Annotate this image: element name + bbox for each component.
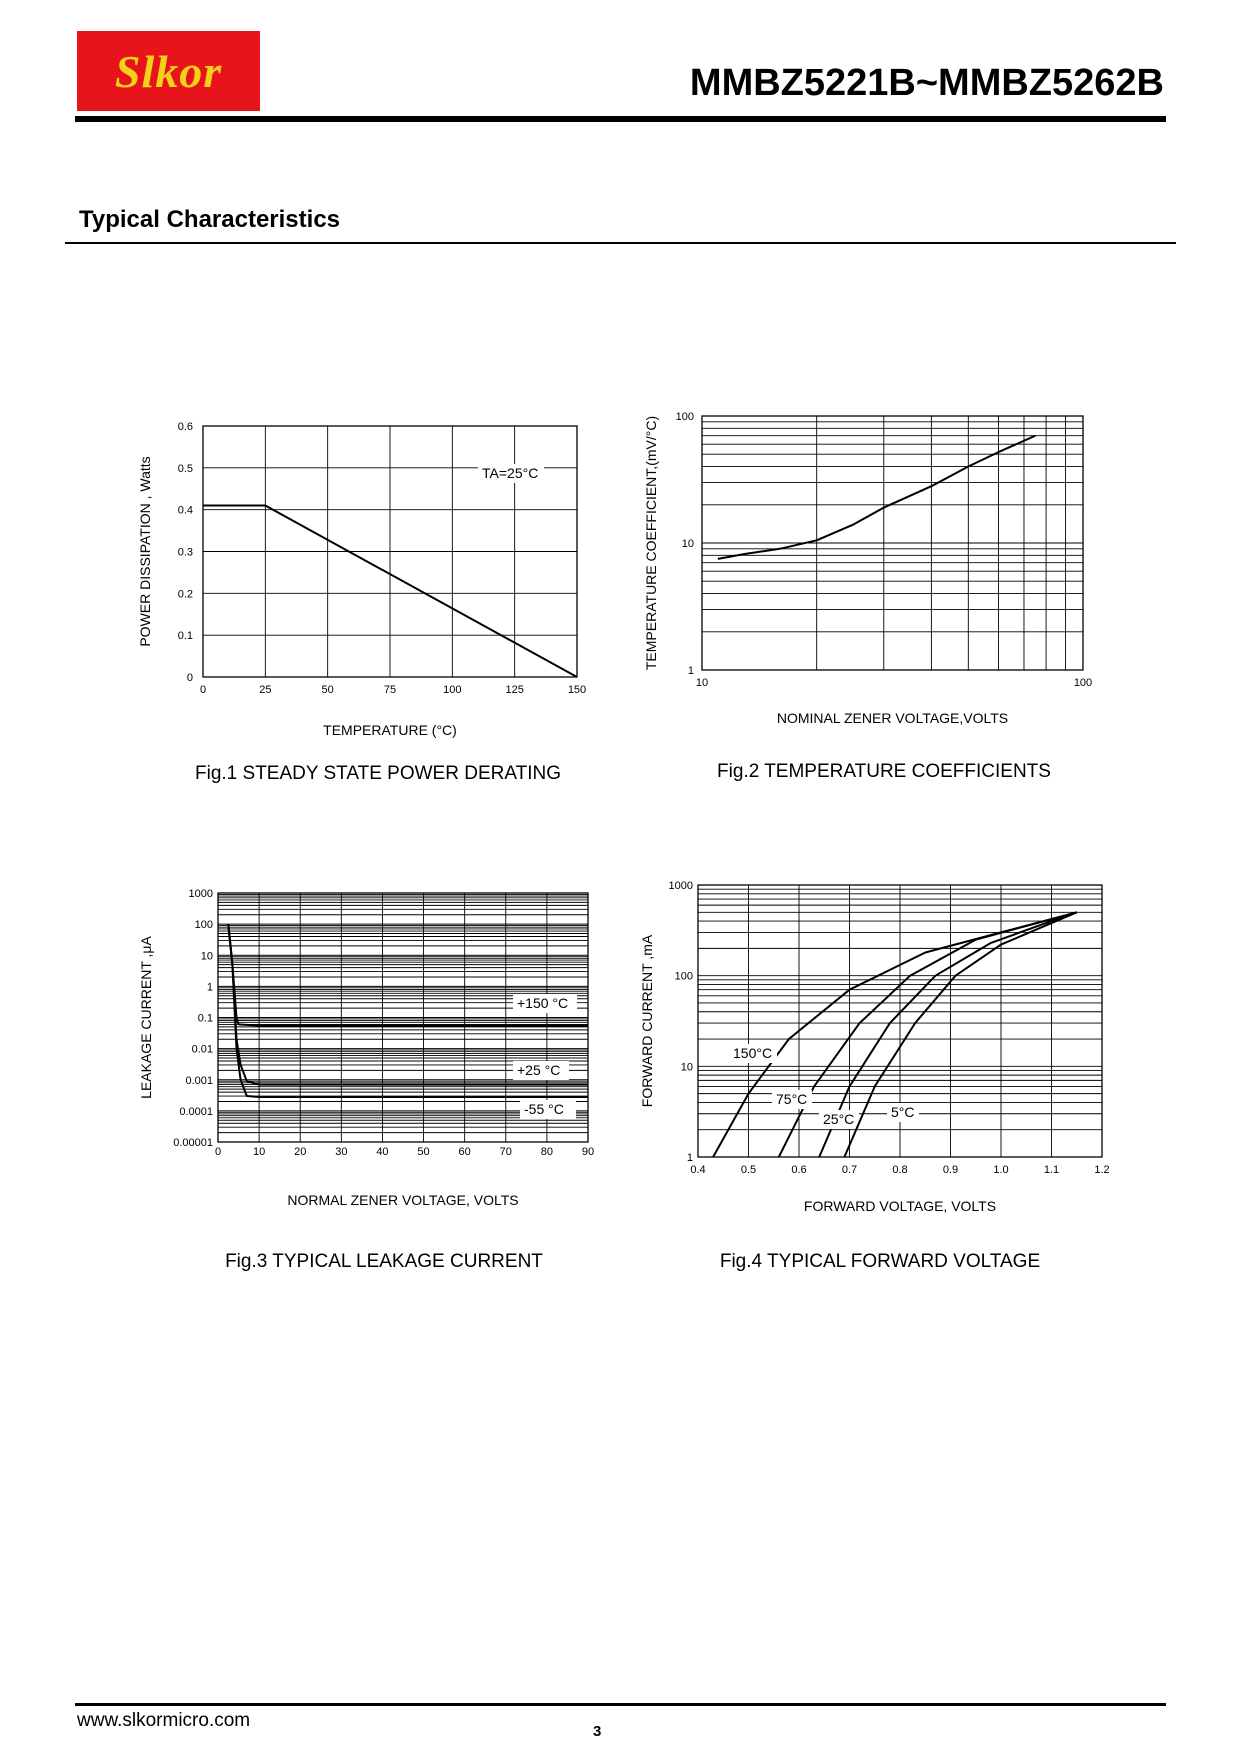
- chart3-y-tick-label: 100: [194, 919, 213, 932]
- chart4-x-tick-label: 1.2: [1094, 1164, 1110, 1176]
- chart4-y-tick-label: 1000: [668, 880, 693, 892]
- chart3-y-tick-label: 0.01: [191, 1043, 213, 1056]
- chart2-y-tick-label: 1: [687, 665, 694, 677]
- chart1-y-tick-label: 0.4: [177, 504, 193, 517]
- chart4-x-tick-label: 1.0: [993, 1164, 1009, 1176]
- chart1-y-tick-label: 0: [186, 672, 193, 684]
- chart1-y-tick-label: 0.5: [177, 462, 193, 475]
- chart1-caption: Fig.1 STEADY STATE POWER DERATING: [195, 763, 561, 784]
- chart1-y-tick-label: 0.3: [177, 546, 193, 559]
- chart4-x-tick-label: 1.1: [1043, 1164, 1060, 1176]
- chart1-x-tick-label: 0: [199, 684, 207, 696]
- chart1-y-tick-label: 0.2: [177, 588, 193, 601]
- chart4-x-tick-label: 0.4: [690, 1164, 706, 1176]
- chart3-series-label: +25 °C: [517, 1062, 561, 1078]
- chart1-x-tick-label: 100: [443, 684, 462, 696]
- chart1-x-tick-label: 125: [505, 684, 524, 696]
- chart3-x-tick-label: 50: [417, 1146, 430, 1158]
- chart3-x-tick-label: 0: [214, 1146, 222, 1158]
- chart2-y-axis-label: TEMPERATURE COEFFICIENT,(mV/°C): [643, 415, 659, 671]
- page-number: 3: [593, 1723, 602, 1740]
- chart4-x-axis-label: FORWARD VOLTAGE, VOLTS: [803, 1198, 997, 1214]
- chart4-y-tick-label: 1: [686, 1152, 693, 1164]
- chart2-y-tick-label: 100: [675, 411, 694, 423]
- chart3-y-tick-label: 0.0001: [179, 1105, 213, 1118]
- chart3-y-tick-label: 1: [206, 981, 213, 994]
- chart3-x-tick-label: 70: [499, 1146, 512, 1158]
- chart4-x-tick-label: 0.8: [892, 1164, 908, 1176]
- chart3-y-tick-label: 10: [200, 950, 213, 963]
- chart4-y-tick-label: 10: [680, 1061, 693, 1074]
- chart2-y-tick-label: 10: [681, 538, 694, 550]
- chart3-y-axis-label: LEAKAGE CURRENT ,μA: [138, 936, 154, 1099]
- chart1-x-tick-label: 150: [567, 684, 587, 696]
- chart1-x-tick-label: 75: [383, 684, 397, 696]
- chart3-y-tick-label: 1000: [188, 888, 213, 900]
- chart2-x-tick-label: 100: [1073, 677, 1093, 689]
- chart1-x-tick-label: 50: [321, 684, 334, 696]
- chart4-caption: Fig.4 TYPICAL FORWARD VOLTAGE: [719, 1251, 1041, 1272]
- chart3-caption: Fig.3 TYPICAL LEAKAGE CURRENT: [225, 1251, 543, 1272]
- chart3-x-tick-label: 40: [376, 1146, 389, 1158]
- chart4-x-tick-label: 0.5: [740, 1164, 757, 1176]
- section-title: Typical Characteristics: [79, 206, 341, 233]
- chart1-annotation: TA=25°C: [482, 465, 539, 481]
- chart3-x-tick-label: 60: [458, 1146, 471, 1158]
- chart1-y-axis-label: POWER DISSIPATION , Watts: [137, 456, 153, 647]
- chart3-y-tick-label: 0.001: [185, 1074, 213, 1087]
- logo-text: Slkor: [114, 45, 223, 97]
- chart4-y-tick-label: 100: [674, 970, 693, 983]
- chart1-y-tick-label: 0.1: [177, 630, 193, 643]
- chart4-x-tick-label: 0.7: [841, 1164, 858, 1176]
- chart1-x-tick-label: 25: [259, 684, 272, 696]
- chart4-series-label: 25°C: [823, 1111, 855, 1127]
- chart3-x-tick-label: 30: [335, 1146, 348, 1158]
- chart3-y-tick-label: 0.1: [197, 1012, 213, 1025]
- document-title: MMBZ5221B~MMBZ5262B: [689, 62, 1164, 104]
- chart3-x-tick-label: 10: [252, 1146, 266, 1158]
- chart1-y-tick-label: 0.6: [177, 421, 193, 433]
- footer-rule: [75, 1703, 1166, 1706]
- footer-url: www.slkormicro.com: [77, 1710, 251, 1731]
- chart2-caption: Fig.2 TEMPERATURE COEFFICIENTS: [717, 761, 1051, 782]
- chart3-x-axis-label: NORMAL ZENER VOLTAGE, VOLTS: [287, 1192, 519, 1208]
- chart4-x-tick-label: 0.9: [942, 1164, 959, 1176]
- chart3-x-tick-label: 80: [540, 1146, 554, 1158]
- chart4-y-axis-label: FORWARD CURRENT ,mA: [639, 934, 655, 1108]
- chart4-series-label: 75°C: [776, 1091, 808, 1107]
- chart4-x-tick-label: 0.6: [791, 1164, 807, 1176]
- chart2-x-axis-label: NOMINAL ZENER VOLTAGE,VOLTS: [776, 710, 1009, 726]
- chart3-x-tick-label: 90: [581, 1146, 595, 1158]
- chart1-x-axis-label: TEMPERATURE (°C): [323, 722, 457, 738]
- chart4-series-label: 5°C: [891, 1104, 915, 1120]
- chart3-series-label: -55 °C: [524, 1101, 564, 1117]
- chart4-series-label: 150°C: [733, 1045, 773, 1061]
- chart2-x-tick-label: 10: [695, 677, 709, 689]
- chart3-x-tick-label: 20: [294, 1146, 307, 1158]
- chart3-series-label: +150 °C: [517, 995, 569, 1011]
- chart3-y-tick-label: 0.00001: [173, 1137, 213, 1149]
